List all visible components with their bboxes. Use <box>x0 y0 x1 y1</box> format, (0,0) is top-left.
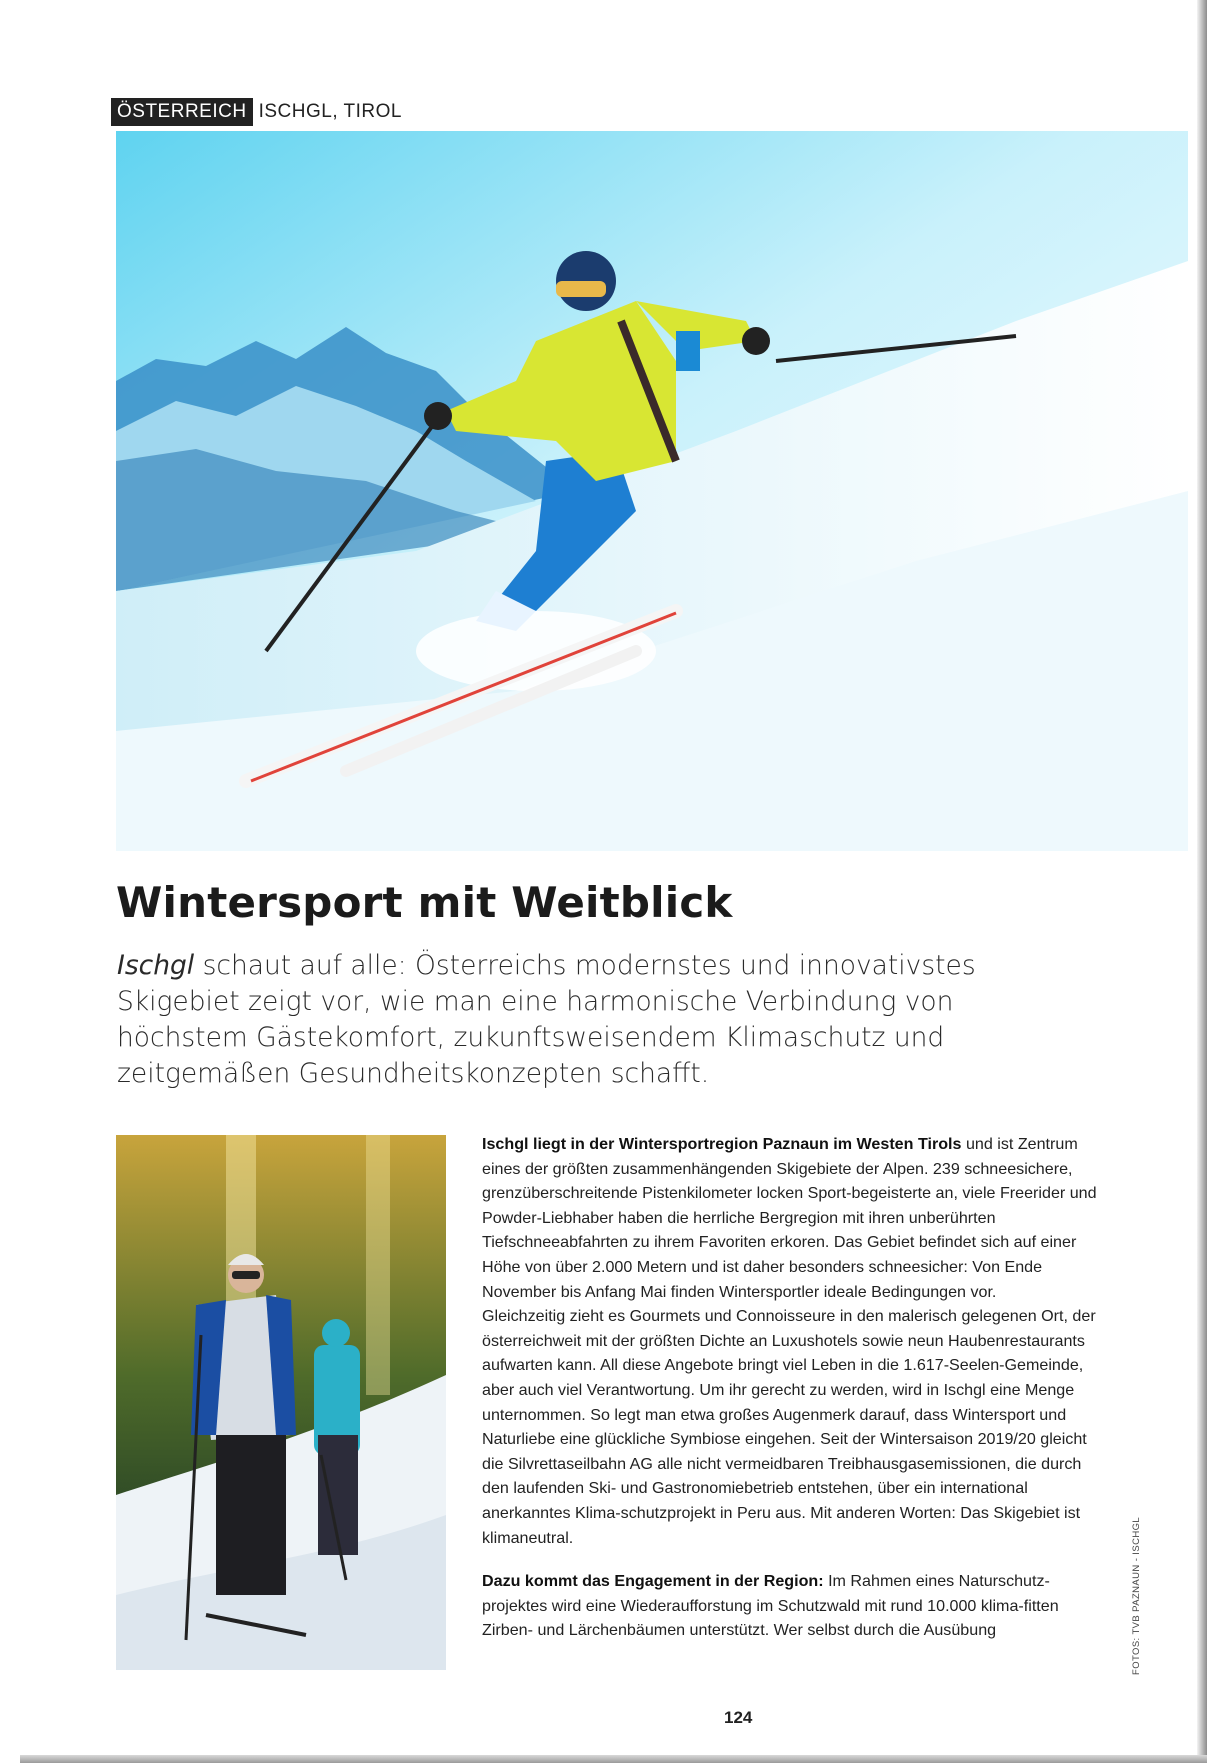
body-paragraph-3-text: Im Rahmen eines Naturschutz-projektes wird eine Wiederaufforstung im Schutzwald mit rund 10.000 klima-fitten Zirben- und Lärchenbäumen unterstützt. Wer selbst durch die Ausübung <box>482 1572 1059 1640</box>
article-body <box>482 1132 1102 1643</box>
page-edge-shadow-bottom <box>20 1755 1207 1763</box>
page-edge-shadow <box>1197 0 1207 1763</box>
region-label: ISCHGL, TIROL <box>258 101 402 122</box>
hero-photo-skier <box>116 131 1188 851</box>
article-lead <box>117 948 1017 1092</box>
page-number: 124 <box>724 1708 753 1727</box>
body-paragraph-3 <box>482 1569 1102 1643</box>
section-kicker <box>111 98 402 126</box>
body-paragraph-2: Gleichzeitig zieht es Gourmets und Connoisseure in den malerisch gelegenen Ort, der österreichweit mit der größten Dichte an Luxushotels sowie neun Haubenrestaurants aufwarten kann. All diese Angebote bringt viel Leben in die 1.617-Seelen-Gemeinde, aber auch viel Verantwortung. Um ihr gerecht zu werden, wird in Ischgl eine Menge unternommen. So legt man etwa großes Augenmerk darauf, dass Wintersport und Naturliebe eine glückliche Symbiose eingehen. Seit der Wintersaison 2019/20 gleicht die Silvrettaseilbahn AG alle nicht vermeidbaren Treibhausgasemissionen, die durch den laufenden Ski- und Gastronomiebetrieb entstehen, über ein international anerkanntes Klima-schutzprojekt in Peru aus. Mit anderen Worten: Das Skigebiet ist klimaneutral. <box>482 1307 1096 1547</box>
country-label: ÖSTERREICH <box>111 98 253 126</box>
body-paragraph-1 <box>482 1132 1102 1304</box>
body-paragraph-1-text: und ist Zentrum eines der größten zusammenhängenden Skigebiete der Alpen. 239 schneesichere, grenzüberschreitende Pistenkilometer locken Sport-begeisterte an, viele Freerider und Powder-Liebhaber haben die herrliche Bergregion mit ihren unberührten Tiefschneeabfahrten zu ihrem Favoriten erkoren. Das Gebiet befindet sich auf einer Höhe von über 2.000 Metern und ist daher besonders schneesicher: Von Ende November bis Anfang Mai finden Wintersportler ideale Bedingungen vor. <box>482 1135 1097 1301</box>
photo-credit: FOTOS: TVB PAZNAUN - ISCHGL <box>1131 1516 1142 1675</box>
lead-italic-word: Ischgl <box>117 950 195 981</box>
article-headline: Wintersport mit Weitblick <box>116 878 733 927</box>
body-paragraph-3-lead: Dazu kommt das Engagement in der Region: <box>482 1572 824 1591</box>
cross-country-skiers-photo <box>116 1135 446 1670</box>
body-paragraph-1-lead: Ischgl liegt in der Wintersportregion Paznaun im Westen Tirols <box>482 1135 962 1153</box>
lead-text: schaut auf alle: Österreichs modernstes und innovativstes Skigebiet zeigt vor, wie man eine harmonische Verbindung von höchstem Gästekomfort, zukunftsweisendem Klimaschutz und zeitgemäßen Gesundheitskonzepten schafft. <box>117 950 976 1089</box>
